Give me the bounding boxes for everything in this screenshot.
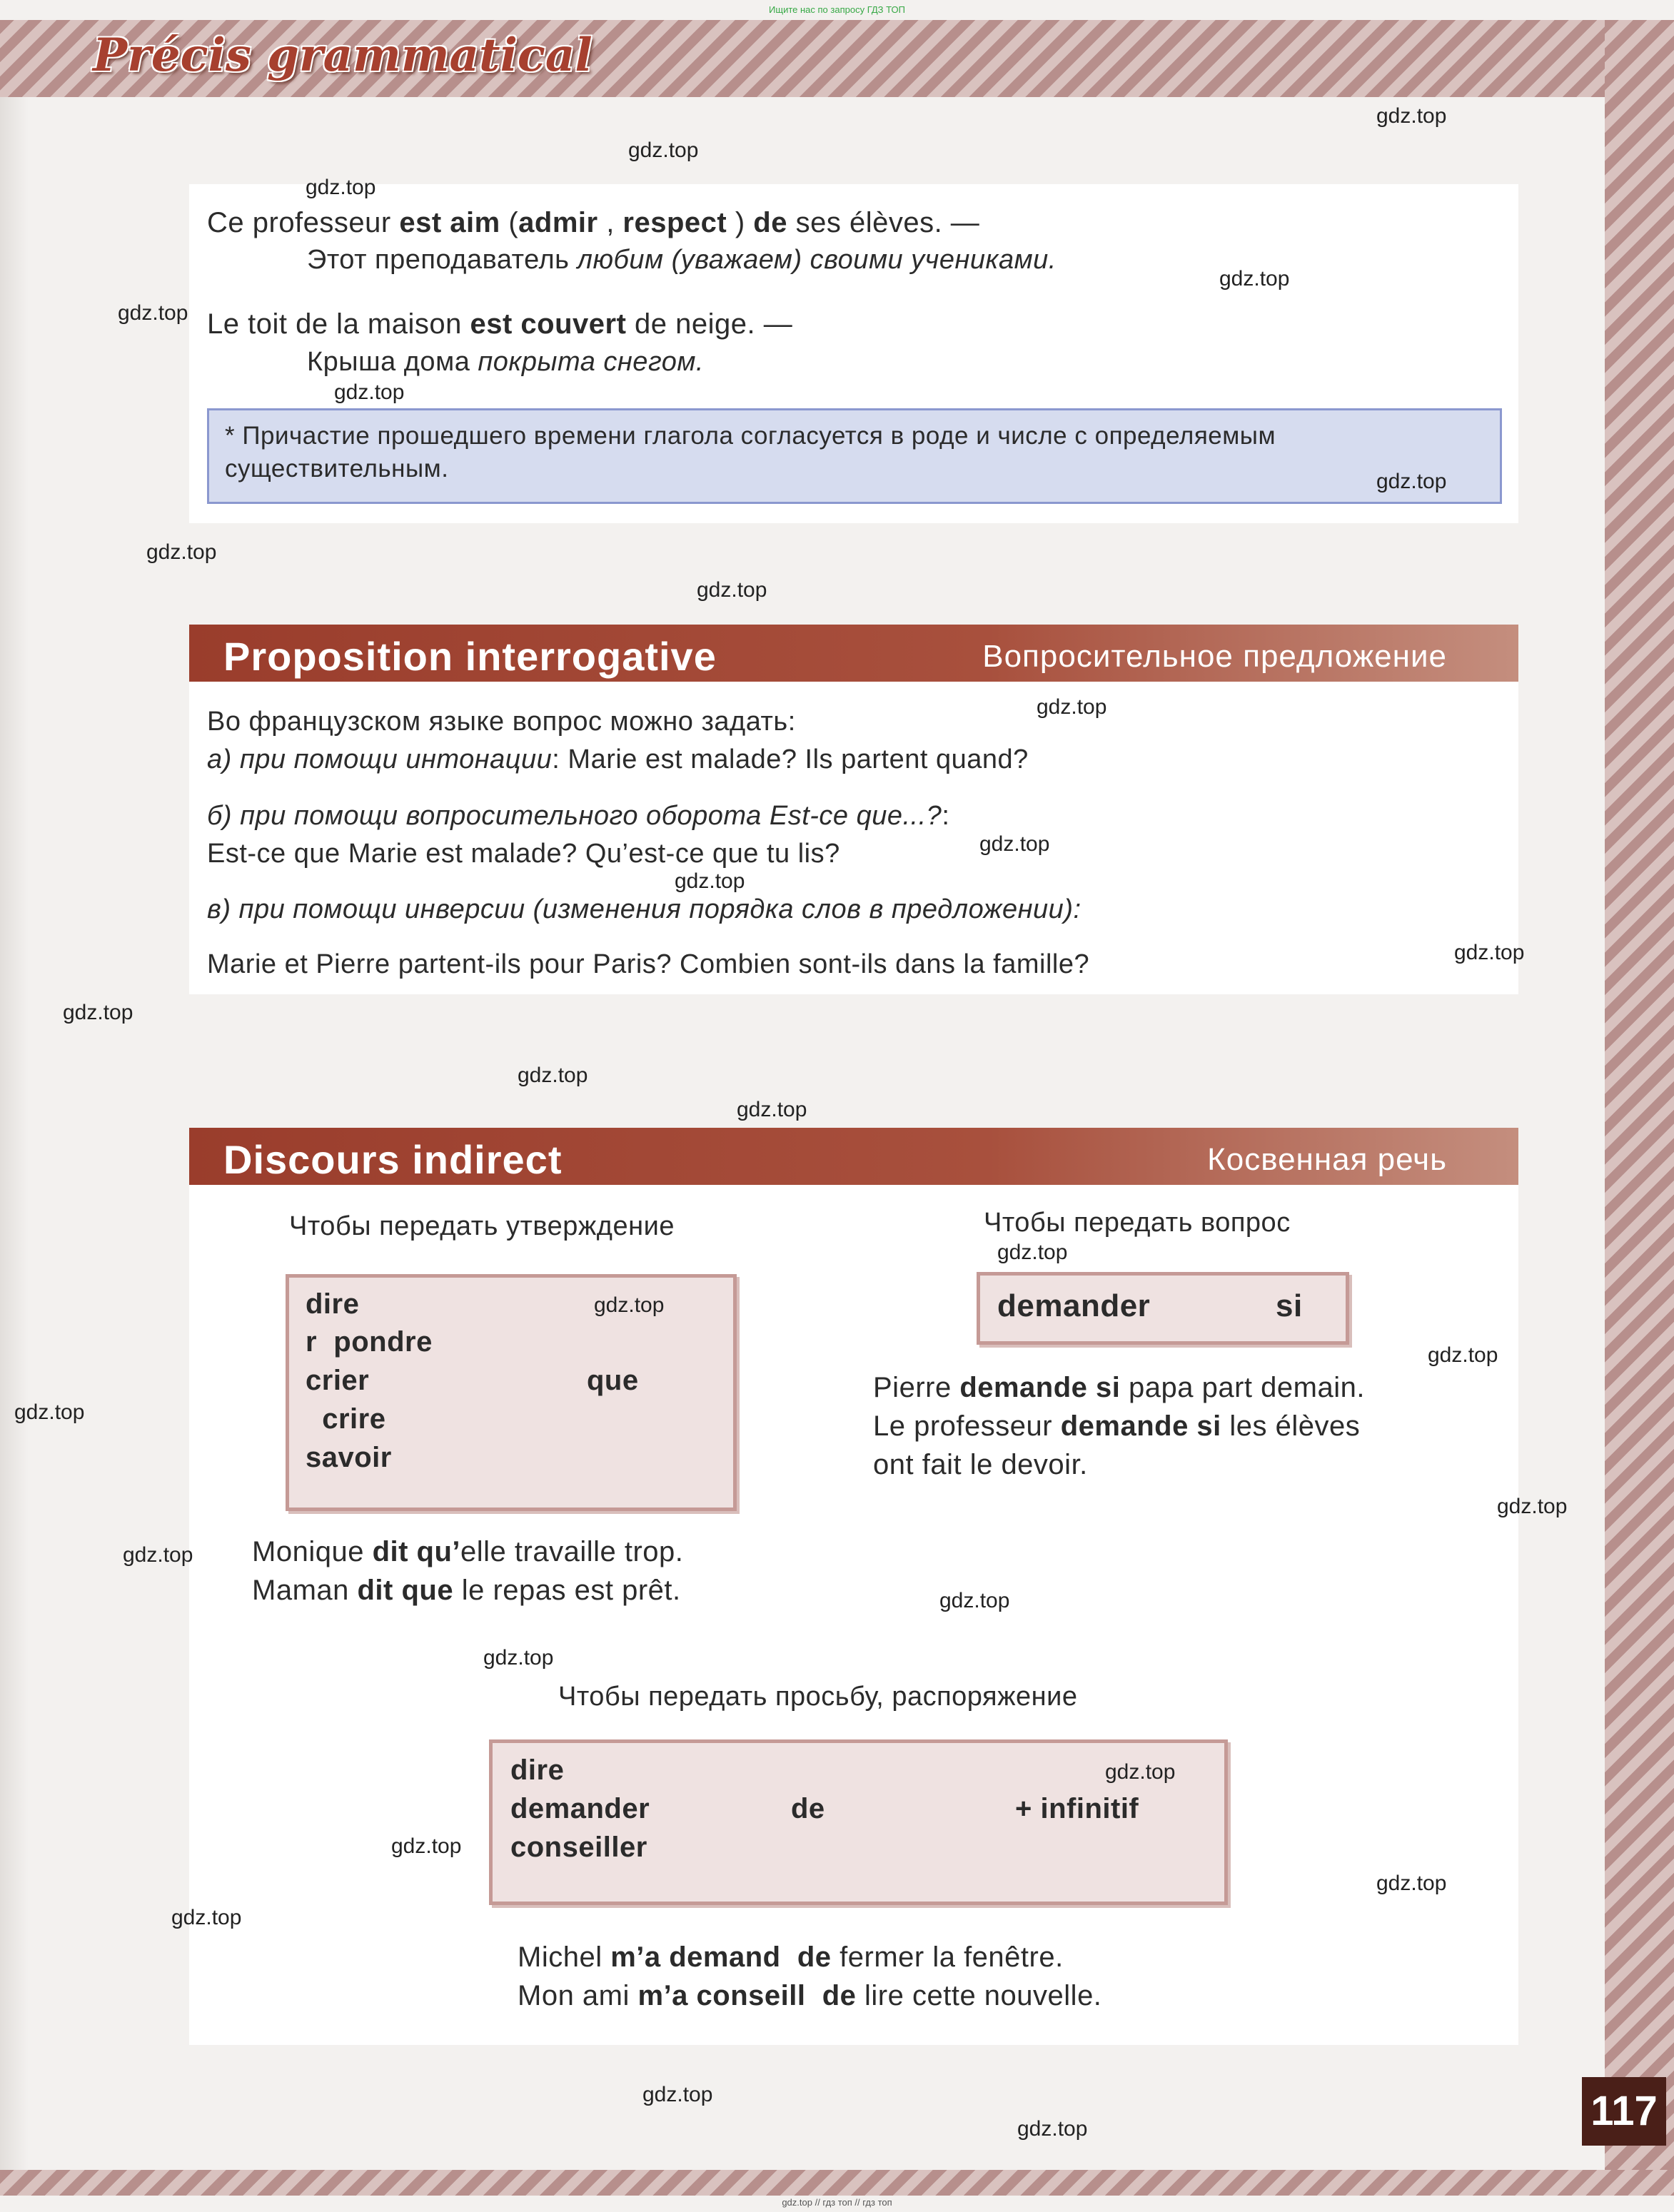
watermark: gdz.top [1454,941,1525,964]
interrogative-intro: Во французском языке вопрос можно задать: [207,707,796,737]
statement-example-2: Maman dit que le repas est prêt. [252,1575,681,1606]
request-heading: Чтобы передать просьбу, распоряжение [558,1682,1078,1712]
right-margin-band [1605,20,1674,2176]
watermark: gdz.top [391,1834,462,1858]
question-example-2: Le professeur demande si les élèves [873,1410,1361,1442]
watermark: gdz.top [334,380,405,404]
interrogative-rule-b: б) при помощи вопросительного оборота Est-ce que...?: [207,801,950,831]
section-title-fr: Proposition interrogative [223,634,717,679]
request-verb-1: dire [510,1754,565,1786]
passive-example-2: Le toit de la maison est couvert de neige. — [207,308,793,340]
watermark: gdz.top [997,1241,1068,1264]
question-heading: Чтобы передать вопрос [984,1208,1291,1238]
question-example-2-continuation: ont fait le devoir. [873,1449,1088,1480]
statement-verb-2: r pondre [306,1326,433,1358]
watermark: gdz.top [1037,695,1107,719]
watermark: gdz.top [737,1098,807,1121]
section-title-fr: Discours indirect [223,1137,563,1182]
watermark: gdz.top [1017,2117,1088,2141]
watermark: gdz.top [642,2083,713,2106]
page-number: 117 [1582,2077,1666,2146]
page-fold-shadow [0,97,29,2170]
statement-verb-3: crier [306,1365,370,1396]
request-example-2: Mon ami m’a conseill de lire cette nouvelle. [518,1980,1102,2011]
watermark: gdz.top [1428,1343,1498,1367]
passive-example-1: Ce professeur est aim (admir , respect ) de ses élèves. — [207,207,980,238]
question-example-1: Pierre demande si papa part demain. [873,1372,1365,1403]
section-header-indirect [189,1128,1518,1185]
passive-example-2-translation: Крыша дома покрыта снегом. [307,347,704,377]
request-infinitive: + infinitif [1015,1793,1139,1824]
question-verb: demander [997,1288,1151,1323]
watermark: gdz.top [518,1064,588,1087]
participle-agreement-note [207,408,1502,504]
request-connector: de [791,1793,825,1824]
watermark: gdz.top [483,1646,554,1670]
watermark: gdz.top [1105,1760,1176,1784]
watermark: gdz.top [675,869,745,893]
interrogative-rule-c: в) при помощи инверсии (изменения порядка слов в предложении): [207,894,1081,924]
statement-verb-4: crire [306,1403,386,1435]
footer-note: gdz.top // гдз топ // гдз топ [782,2197,892,2208]
statement-verb-5: savoir [306,1442,392,1473]
request-example-1: Michel m’a demand de fermer la fenêtre. [518,1941,1064,1973]
watermark: gdz.top [63,1001,133,1024]
passive-example-1-translation: Этот преподаватель любим (уважаем) своими учениками. [307,245,1057,275]
watermark: gdz.top [171,1906,242,1929]
request-verb-3: conseiller [510,1832,647,1863]
watermark: gdz.top [14,1400,85,1424]
watermark: gdz.top [979,832,1050,856]
watermark: gdz.top [594,1293,665,1317]
request-verb-2: demander [510,1793,650,1824]
section-title-ru: Вопросительное предложение [982,639,1447,674]
watermark: gdz.top [306,176,376,199]
note-line-2: существительным. [225,455,449,483]
section-header-interrogative [189,625,1518,682]
watermark: gdz.top [1376,470,1447,493]
watermark: gdz.top [628,138,699,162]
interrogative-rule-c-example: Marie et Pierre partent-ils pour Paris? Combien sont-ils dans la famille? [207,949,1090,979]
watermark: gdz.top [697,578,767,602]
question-connector: si [1276,1288,1303,1323]
statement-verb-1: dire [306,1288,360,1320]
watermark: gdz.top [939,1589,1010,1612]
watermark: gdz.top [1219,267,1290,291]
top-note: Ищите нас по запросу ГДЗ ТОП [769,4,905,15]
watermark: gdz.top [118,301,188,325]
statement-connector: que [587,1365,639,1396]
section-title-ru: Косвенная речь [1207,1142,1447,1177]
footer-band [0,2170,1674,2196]
watermark: gdz.top [1376,1872,1447,1895]
statement-heading: Чтобы передать утверждение [289,1211,675,1241]
page-title: Précis grammatical [93,29,593,82]
interrogative-rule-a: а) при помощи интонации: Marie est malade? Ils partent quand? [207,744,1029,774]
interrogative-rule-b-example: Est-ce que Marie est malade? Qu’est-ce que tu lis? [207,839,840,869]
watermark: gdz.top [123,1543,193,1567]
watermark: gdz.top [146,540,217,564]
note-line-1: * Причастие прошедшего времени глагола согласуется в роде и числе с определяемым [225,422,1276,450]
statement-example-1: Monique dit qu’elle travaille trop. [252,1536,684,1567]
watermark: gdz.top [1376,104,1447,128]
watermark: gdz.top [1497,1495,1568,1518]
